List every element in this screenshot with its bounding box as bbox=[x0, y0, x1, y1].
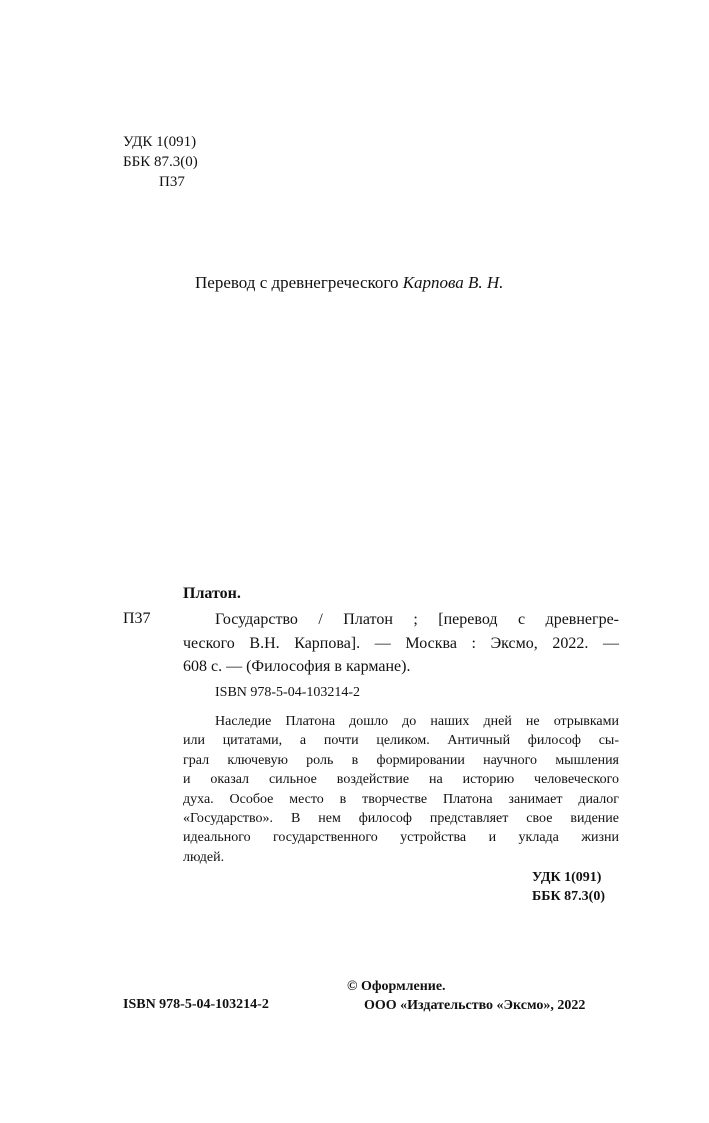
annotation-line: «Государство». В нем философ представляет свое видение bbox=[183, 811, 619, 827]
footer-isbn: ISBN 978-5-04-103214-2 bbox=[123, 997, 269, 1012]
annotation-line: людей. bbox=[183, 849, 225, 865]
udk-code-right: УДК 1(091) bbox=[532, 870, 602, 885]
annotation-line: идеального государственного устройства и уклада жизни bbox=[183, 830, 619, 846]
bib-line: 608 с. — (Философия в кармане). bbox=[183, 658, 411, 675]
classification-codes bbox=[123, 132, 198, 192]
annotation-line: духа. Особое место в творчестве Платона занимает диалог bbox=[183, 791, 619, 807]
translation-credit bbox=[195, 272, 503, 294]
classification-codes-right bbox=[532, 868, 605, 906]
annotation bbox=[183, 712, 619, 867]
bib-code: П37 bbox=[123, 610, 151, 627]
copyright-line-1: © Оформление. bbox=[347, 979, 446, 994]
author-mark: П37 bbox=[159, 174, 185, 190]
bbk-code: ББК 87.3(0) bbox=[123, 154, 198, 170]
translator-name: Карпова В. Н. bbox=[402, 273, 504, 292]
translation-label: Перевод с древнегреческого bbox=[195, 273, 399, 292]
bibliographic-description bbox=[183, 608, 619, 679]
bib-author: Платон. bbox=[183, 585, 241, 602]
bbk-code-right: ББК 87.3(0) bbox=[532, 889, 605, 904]
bib-line: Государство / Платон ; [перевод с древнегре- bbox=[215, 611, 619, 628]
udk-code: УДК 1(091) bbox=[123, 134, 197, 150]
annotation-line: грал ключевую роль в формировании научного мышления bbox=[183, 752, 619, 768]
copyright-line-2: ООО «Издательство «Эксмо», 2022 bbox=[364, 998, 586, 1013]
bib-isbn: ISBN 978-5-04-103214-2 bbox=[215, 685, 361, 700]
annotation-line: Наследие Платона дошло до наших дней не отрывками bbox=[215, 714, 619, 729]
annotation-line: или цитатами, а почти целиком. Античный философ сы- bbox=[183, 733, 619, 749]
annotation-line: и оказал сильное воздействие на историю человеческого bbox=[183, 772, 619, 788]
bib-line: ческого В.Н. Карпова]. — Москва : Эксмо, 2022. — bbox=[183, 634, 619, 652]
copyright-notice bbox=[347, 977, 585, 1015]
